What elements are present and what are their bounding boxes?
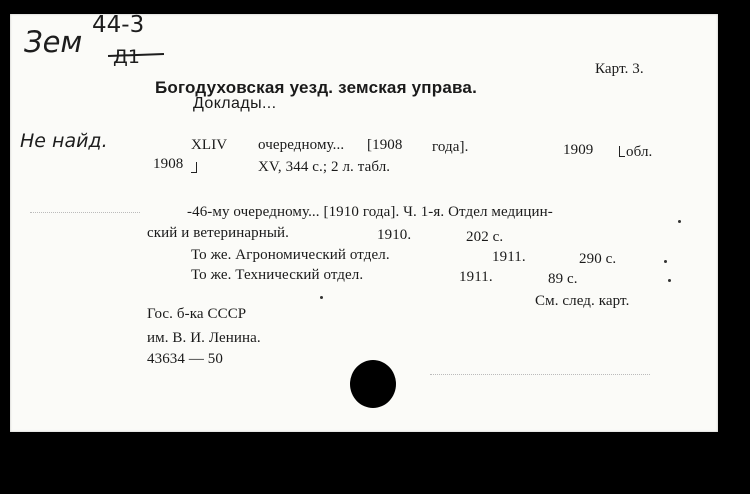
entry1-bracket-word: года]. [432, 139, 469, 155]
entry1-cover-bracket-close [191, 162, 197, 173]
entry2-section: ский и ветеринарный. [147, 225, 289, 241]
call-number-denominator: Д1 [113, 46, 140, 68]
punch-hole [350, 360, 396, 408]
card-number: Карт. 3. [595, 61, 644, 77]
entry2-year: 1910. [377, 227, 412, 243]
entry1-pages: XV, 344 с.; 2 л. табл. [258, 159, 391, 175]
entry3-year: 1911. [492, 249, 526, 265]
entry4-year: 1911. [459, 269, 493, 285]
scan-mark [430, 374, 650, 375]
scan-speck [678, 220, 681, 223]
scan-speck [668, 279, 671, 282]
call-number-prefix: Зем [24, 25, 83, 59]
call-number-numerator: 44-3 [92, 12, 145, 38]
author-heading: Богодуховская уезд. земская управа. [155, 78, 477, 97]
entry1-volume: XLIV [191, 137, 228, 153]
entry3-section: То же. Агрономический отдел. [191, 247, 390, 263]
catalog-card [10, 14, 718, 432]
scan-mark [30, 212, 140, 213]
entry1-ordinal: очередному... [258, 137, 345, 153]
entry1-year: 1909 [563, 142, 594, 158]
entry2-line1: -46-му очередному... [1910 года]. Ч. 1-я. Отдел медицин- [187, 204, 553, 220]
entry3-pages: 290 с. [579, 251, 617, 267]
title-heading: Доклады... [193, 95, 277, 112]
see-next-card: См. след. карт. [535, 293, 630, 309]
scan-speck [664, 260, 667, 263]
entry4-pages: 89 с. [548, 271, 578, 287]
entry1-cover-bracket [619, 146, 625, 157]
entry1-cover-label: обл. [626, 144, 653, 160]
library-name: Гос. б-ка СССР [147, 306, 247, 322]
entry4-section: То же. Технический отдел. [191, 267, 364, 283]
library-print-code: 43634 — 50 [147, 351, 223, 367]
scan-speck [320, 296, 323, 299]
entry1-bracket-year: [1908 [367, 137, 403, 153]
entry2-pages: 202 с. [466, 229, 504, 245]
library-dedication: им. В. И. Ленина. [147, 330, 261, 346]
margin-note: Не найд. [20, 130, 108, 152]
entry1-cover-year: 1908 [153, 156, 184, 172]
